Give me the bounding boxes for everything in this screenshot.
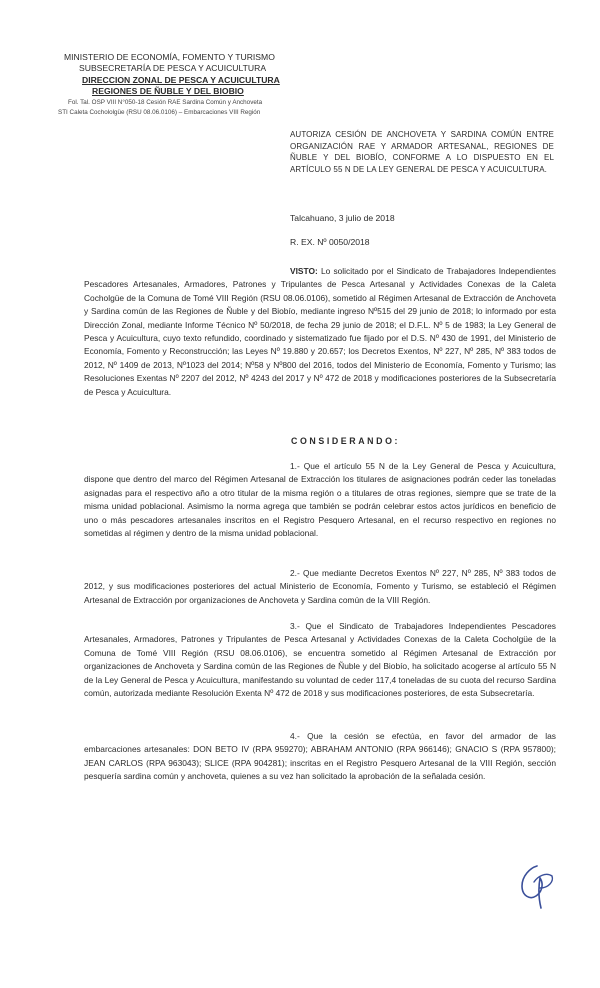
letterhead bbox=[58, 52, 304, 118]
date-line: Talcahuano, 3 julio de 2018 bbox=[290, 213, 395, 223]
considerando-1: 1.- Que el artículo 55 N de la Ley General de Pesca y Acuicultura, dispone que dentro del marco del Régimen Artesanal de Extracción los titulares de asignaciones podrán ceder las toneladas asignadas para el respectivo año a otro titular de la misma región o a titulares de otras regiones, siempre que se trate de la misma unidad poblacional. Asimismo la norma agrega que también se podrán celebrar estos actos jurídicos en beneficio de uno o más pescadores artesanales inscritos en el Registro Pesquero Artesanal, en el recurso respectivo en regiones no sometidas al régimen y dentro de la misma unidad poblacional. bbox=[84, 461, 556, 539]
subsecretaria-name: SUBSECRETARÍA DE PESCA Y ACUICULTURA bbox=[79, 63, 267, 74]
considerando-3: 3.- Que el Sindicato de Trabajadores Independientes Pescadores Artesanales, Armadores, Patrones y Tripulantes de Pesca Artesanal y Actividades Conexas de la Caleta Cocholgüe de la Comuna de Tomé VIII Región (RSU 08.06.0106), se encuentra sometido al Régimen Artesanal de Extracción por organizaciones de Anchoveta y Sardina común de las Regiones de Ñuble y del Biobío, ha solicitado acogerse al artículo 55 N de la Ley General de Pesca y Acuicultura, manifestando su voluntad de ceder 117,4 toneladas de su cuota del recurso Sardina común, autorizada mediante Resolución Exenta Nº 472 de 2018 y sus modificaciones posteriores, de esta Subsecretaría. bbox=[84, 621, 556, 699]
considerando-heading: CONSIDERANDO: bbox=[291, 436, 401, 446]
file-reference-1: Fol. Tal. OSP VIII N°050-18 Cesión RAE Sardina Común y Anchoveta bbox=[68, 98, 263, 106]
ministry-name: MINISTERIO DE ECONOMÍA, FOMENTO Y TURISMO bbox=[64, 52, 275, 62]
considerando-2: 2.- Que mediante Decretos Exentos Nº 227, Nº 285, Nº 383 todos de 2012, y sus modificaciones posteriores del actual Ministerio de Economía, Fomento y Turismo, se estableció el Régimen Artesanal de Extracción por organizaciones de Anchoveta y Sardina común de la VIII Región. bbox=[84, 568, 556, 605]
visto-text: Lo solicitado por el Sindicato de Trabajadores Independientes Pescadores Artesanales, Armadores, Patrones y Tripulantes de Pesca Artesanal y Actividades Conexas de la Caleta Cocholgüe de la Comuna de Tomé VIII Región (RSU 08.06.0106), sometido al Régimen Artesanal de Extracción de Anchoveta y Sardina común de las Regiones de Ñuble y del Biobío, mediante ingreso Nº515 del 29 junio de 2018; lo informado por esta Dirección Zonal, mediante Informe Técnico Nº 50/2018, de fecha 29 junio de 2018; el D.F.L. Nº 5 de 1983; la Ley General de Pesca y Acuicultura, cuyo texto refundido, coordinado y sistematizado fue fijado por el D.S. Nº 430 de 1991, del Ministerio de Economía, Fomento y Reconstrucción; las Leyes Nº 19.880 y 20.657; los Decretos Exentos, Nº 227, Nº 285, Nº 383 todos de 2012, Nº 1409 de 2013, Nº1023 del 2014; Nº58 y Nº800 del 2016, todos del Ministerio de Economía, Fomento y Turismo; las Resoluciones Exentas Nº 2207 del 2012, Nº 4243 del 2017 y Nº 472 de 2018 y modificaciones posteriores de la Subsecretaría de Pesca y Acuicultura. bbox=[84, 266, 556, 397]
handwritten-initial-signature bbox=[510, 860, 560, 910]
resolution-subject: AUTORIZA CESIÓN DE ANCHOVETA Y SARDINA COMÚN ENTRE ORGANIZACIÓN RAE Y ARMADOR ARTESANAL, REGIONES DE ÑUBLE Y DEL BIOBÍO, CONFORME A LO DISPUESTO EN EL ARTÍCULO 55 N DE LA LEY GENERAL DE PESCA Y ACUICULTURA. bbox=[290, 130, 554, 174]
visto-paragraph bbox=[84, 265, 556, 399]
considerando-4: 4.- Que la cesión se efectúa, en favor del armador de las embarcaciones artesanales: DON BETO IV (RPA 959270); ABRAHAM ANTONIO (RPA 966146); GNACIO S (RPA 957800); JEAN CARLOS (RPA 963043); SLICE (RPA 904281); inscritas en el Registro Pesquero Artesanal de la VIII Región, sección pesquería sardina común y anchoveta, quienes a su vez han solicitado la aprobación de la señalada cesión. bbox=[84, 731, 556, 782]
region-name: REGIONES DE ÑUBLE Y DEL BIOBIO bbox=[92, 86, 244, 97]
direccion-zonal-name: DIRECCION ZONAL DE PESCA Y ACUICULTURA bbox=[82, 74, 280, 85]
file-reference-2: STI Caleta Cochololgüe (RSU 08.06.0106) – Embarcaciones VIII Región bbox=[58, 108, 261, 116]
visto-label: VISTO: bbox=[290, 266, 318, 276]
resolution-number: R. EX. Nº 0050/2018 bbox=[290, 237, 370, 247]
